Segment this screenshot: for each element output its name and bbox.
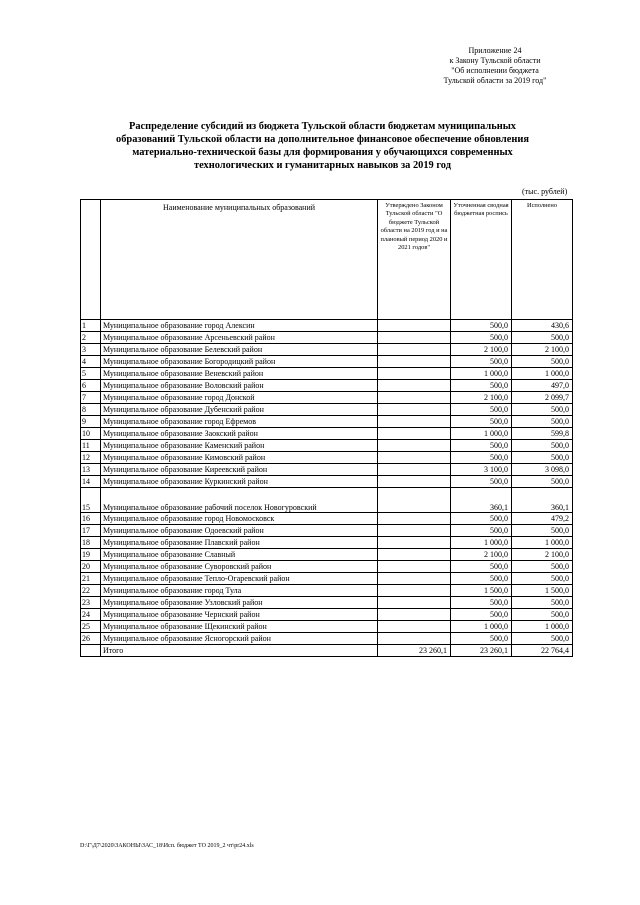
row-executed: 3 098,0 [512, 464, 573, 476]
row-number: 17 [81, 525, 101, 537]
row-executed: 500,0 [512, 609, 573, 621]
row-executed: 1 000,0 [512, 537, 573, 549]
row-number: 24 [81, 609, 101, 621]
row-approved [378, 621, 451, 633]
row-number: 9 [81, 416, 101, 428]
row-executed: 500,0 [512, 416, 573, 428]
total-refined: 23 260,1 [451, 645, 512, 657]
row-executed: 500,0 [512, 332, 573, 344]
row-refined: 500,0 [451, 440, 512, 452]
table-row [81, 561, 573, 573]
header-number-cell [81, 200, 101, 320]
row-refined: 1 000,0 [451, 368, 512, 380]
table-row [81, 380, 573, 392]
row-refined: 500,0 [451, 609, 512, 621]
row-refined: 500,0 [451, 561, 512, 573]
row-refined: 1 000,0 [451, 537, 512, 549]
row-refined: 1 000,0 [451, 428, 512, 440]
row-executed: 479,2 [512, 513, 573, 525]
row-approved [378, 525, 451, 537]
row-number: 10 [81, 428, 101, 440]
row-executed: 500,0 [512, 476, 573, 488]
table-row [81, 356, 573, 368]
table-row [81, 621, 573, 633]
row-name: Муниципальное образование город Алексин [101, 320, 378, 332]
title-line: материально-технической базы для формирования у обучающихся современных [132, 147, 513, 158]
row-approved [378, 332, 451, 344]
header-executed: Исполнено [512, 200, 573, 320]
subsidy-table [80, 199, 573, 657]
row-executed: 500,0 [512, 525, 573, 537]
title-line: Распределение субсидий из бюджета Тульской области бюджетам муниципальных [128, 121, 517, 132]
table-row [81, 440, 573, 452]
row-approved [378, 380, 451, 392]
row-number: 16 [81, 513, 101, 525]
total-label: Итого [101, 645, 378, 657]
row-name: Муниципальное образование Веневский район [101, 368, 378, 380]
table-row [81, 332, 573, 344]
header-approved: Утверждено Законом Тульской области "О бюджете Тульской области на 2019 год и на плановый период 2020 и 2021 годов" [378, 200, 451, 320]
row-number: 14 [81, 476, 101, 488]
units-label: (тыс. рублей) [522, 187, 568, 196]
table-row [81, 344, 573, 356]
table-row [81, 549, 573, 561]
row-approved [378, 573, 451, 585]
row-number: 22 [81, 585, 101, 597]
annex-line: к Закону Тульской области [449, 56, 541, 65]
row-approved [378, 452, 451, 464]
row-refined: 500,0 [451, 452, 512, 464]
row-approved [378, 549, 451, 561]
row-name: Муниципальное образование Куркинский район [101, 476, 378, 488]
row-number: 20 [81, 561, 101, 573]
row-executed: 500,0 [512, 573, 573, 585]
row-name: Муниципальное образование город Ефремов [101, 416, 378, 428]
row-name: Муниципальное образование Ясногорский район [101, 633, 378, 645]
table-row [81, 513, 573, 525]
title-line: технологических и гуманитарных навыков за 2019 год [194, 160, 451, 171]
row-approved [378, 392, 451, 404]
header-refined: Уточненная сводная бюджетная роспись [451, 200, 512, 320]
row-number: 23 [81, 597, 101, 609]
row-executed: 500,0 [512, 597, 573, 609]
row-name: Муниципальное образование Узловский район [101, 597, 378, 609]
row-number: 5 [81, 368, 101, 380]
row-refined: 2 100,0 [451, 344, 512, 356]
row-name: Муниципальное образование Щекинский район [101, 621, 378, 633]
row-refined: 2 100,0 [451, 392, 512, 404]
row-refined: 2 100,0 [451, 549, 512, 561]
row-name: Муниципальное образование Арсеньевский район [101, 332, 378, 344]
row-name: Муниципальное образование Богородицкий район [101, 356, 378, 368]
row-refined: 500,0 [451, 416, 512, 428]
row-approved [378, 416, 451, 428]
table-row [81, 392, 573, 404]
row-number: 13 [81, 464, 101, 476]
row-refined: 500,0 [451, 404, 512, 416]
row-executed: 1 000,0 [512, 368, 573, 380]
row-executed: 2 099,7 [512, 392, 573, 404]
row-name: Муниципальное образование Дубенский район [101, 404, 378, 416]
row-approved [378, 356, 451, 368]
row-number: 4 [81, 356, 101, 368]
row-number: 15 [81, 488, 101, 513]
annex-header [405, 46, 585, 86]
row-executed: 497,0 [512, 380, 573, 392]
row-number: 18 [81, 537, 101, 549]
row-executed: 430,6 [512, 320, 573, 332]
row-executed: 500,0 [512, 452, 573, 464]
row-executed: 2 100,0 [512, 549, 573, 561]
row-name: Муниципальное образование Чернский район [101, 609, 378, 621]
row-number: 8 [81, 404, 101, 416]
total-row [81, 645, 573, 657]
annex-line: "Об исполнении бюджета [451, 66, 539, 75]
row-refined: 500,0 [451, 573, 512, 585]
total-executed: 22 764,4 [512, 645, 573, 657]
row-refined: 500,0 [451, 356, 512, 368]
table-row [81, 428, 573, 440]
row-approved [378, 320, 451, 332]
row-name: Муниципальное образование Одоевский район [101, 525, 378, 537]
row-name: Муниципальное образование Заокский район [101, 428, 378, 440]
row-approved [378, 476, 451, 488]
row-name: Муниципальное образование Кимовский район [101, 452, 378, 464]
row-approved [378, 609, 451, 621]
row-number: 6 [81, 380, 101, 392]
table-row [81, 452, 573, 464]
table-row [81, 416, 573, 428]
table-header-row [81, 200, 573, 320]
row-refined: 1 000,0 [451, 621, 512, 633]
row-refined: 500,0 [451, 380, 512, 392]
row-executed: 500,0 [512, 633, 573, 645]
row-executed: 1 000,0 [512, 621, 573, 633]
row-approved [378, 513, 451, 525]
table-row [81, 633, 573, 645]
row-name: Муниципальное образование Тепло-Огаревский район [101, 573, 378, 585]
row-executed: 500,0 [512, 356, 573, 368]
row-refined: 3 100,0 [451, 464, 512, 476]
row-approved [378, 488, 451, 513]
annex-line: Приложение 24 [468, 46, 522, 55]
row-refined: 500,0 [451, 597, 512, 609]
row-number: 26 [81, 633, 101, 645]
table-row [81, 525, 573, 537]
table-row [81, 464, 573, 476]
row-approved [378, 464, 451, 476]
row-name: Муниципальное образование Каменский район [101, 440, 378, 452]
row-executed: 360,1 [512, 488, 573, 513]
row-approved [378, 597, 451, 609]
annex-line: Тульской области за 2019 год" [443, 76, 547, 85]
table-row [81, 585, 573, 597]
title-line: образований Тульской области на дополнительное финансовое обеспечение обновления [116, 134, 529, 145]
row-refined: 1 500,0 [451, 585, 512, 597]
row-number: 12 [81, 452, 101, 464]
table-row [81, 476, 573, 488]
row-executed: 1 500,0 [512, 585, 573, 597]
row-executed: 2 100,0 [512, 344, 573, 356]
total-number-cell [81, 645, 101, 657]
row-executed: 500,0 [512, 404, 573, 416]
row-name: Муниципальное образование Суворовский район [101, 561, 378, 573]
row-name: Муниципальное образование город Новомосковск [101, 513, 378, 525]
row-approved [378, 404, 451, 416]
table-row [81, 597, 573, 609]
table-row [81, 320, 573, 332]
row-approved [378, 537, 451, 549]
row-number: 19 [81, 549, 101, 561]
row-refined: 500,0 [451, 476, 512, 488]
row-approved [378, 440, 451, 452]
row-executed: 500,0 [512, 440, 573, 452]
row-number: 1 [81, 320, 101, 332]
row-refined: 500,0 [451, 633, 512, 645]
table-row [81, 537, 573, 549]
row-number: 11 [81, 440, 101, 452]
table-row [81, 573, 573, 585]
row-approved [378, 561, 451, 573]
row-number: 21 [81, 573, 101, 585]
row-name: Муниципальное образование Белевский район [101, 344, 378, 356]
row-refined: 360,1 [451, 488, 512, 513]
row-number: 3 [81, 344, 101, 356]
table-row [81, 609, 573, 621]
file-path: D:\Г\Д7\2020\ЗАКОНЫ\ЗАС_18\Исп. бюджет ТО 2019_2 чт\pr24.xls [80, 843, 254, 849]
row-refined: 500,0 [451, 332, 512, 344]
table-row [81, 488, 573, 513]
header-name: Наименование муниципальных образований [101, 200, 378, 320]
row-name: Муниципальное образование Воловский район [101, 380, 378, 392]
row-name: Муниципальное образование город Тула [101, 585, 378, 597]
row-name: Муниципальное образование рабочий поселок Новогуровский [101, 488, 378, 513]
row-name: Муниципальное образование Плавский район [101, 537, 378, 549]
row-executed: 599,8 [512, 428, 573, 440]
row-approved [378, 585, 451, 597]
row-number: 2 [81, 332, 101, 344]
total-approved: 23 260,1 [378, 645, 451, 657]
table-row [81, 368, 573, 380]
row-approved [378, 368, 451, 380]
row-executed: 500,0 [512, 561, 573, 573]
row-refined: 500,0 [451, 525, 512, 537]
row-approved [378, 428, 451, 440]
document-title [95, 120, 550, 172]
row-approved [378, 344, 451, 356]
row-number: 25 [81, 621, 101, 633]
row-refined: 500,0 [451, 320, 512, 332]
row-name: Муниципальное образование город Донской [101, 392, 378, 404]
row-name: Муниципальное образование Киреевский район [101, 464, 378, 476]
row-refined: 500,0 [451, 513, 512, 525]
row-name: Муниципальное образование Славный [101, 549, 378, 561]
row-approved [378, 633, 451, 645]
table-row [81, 404, 573, 416]
row-number: 7 [81, 392, 101, 404]
